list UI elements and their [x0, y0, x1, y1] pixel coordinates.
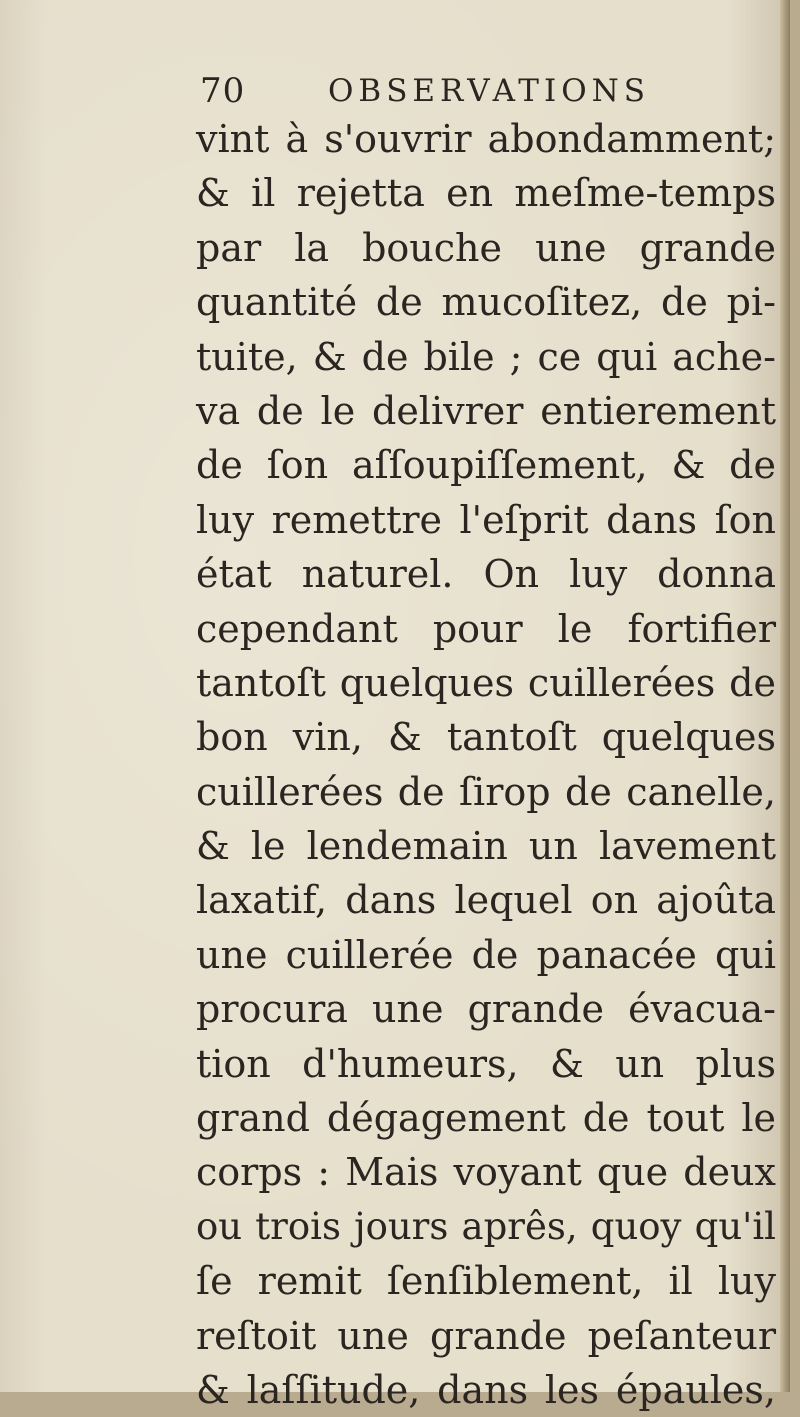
text-line: va de le delivrer entierement	[196, 388, 776, 433]
running-head: OBSERVATIONS	[328, 73, 650, 109]
page-edge	[780, 0, 790, 1392]
text-line: bon vin, & tantoſt quelques	[196, 715, 776, 760]
text-line: état naturel. On luy donna	[196, 552, 776, 597]
text-line: quantité de mucoſitez, de pi-	[196, 280, 776, 325]
body-text	[196, 112, 776, 1417]
text-line: luy remettre l'eſprit dans ſon	[196, 497, 776, 542]
text-line: tuite, & de bile ; ce qui ache-	[196, 334, 776, 379]
text-line: ſe remit ſenſiblement, il luy	[196, 1259, 776, 1304]
page-header	[200, 68, 780, 114]
text-line: de ſon aſſoupiſſement, & de	[196, 443, 776, 488]
page-number: 70	[200, 71, 246, 111]
text-line: par la bouche une grande	[196, 225, 776, 270]
text-line: corps : Mais voyant que deux	[196, 1150, 776, 1195]
text-line: cuillerées de ſirop de canelle,	[196, 769, 776, 814]
text-line: & il rejetta en meſme-temps	[196, 171, 776, 216]
text-line: tion d'humeurs, & un plus	[196, 1041, 776, 1086]
text-line: & le lendemain un lavement	[196, 824, 776, 869]
text-line: cependant pour le fortifier	[196, 606, 776, 651]
text-line: ou trois jours aprês, quoy qu'il	[196, 1204, 776, 1248]
text-line: grand dégagement de tout le	[196, 1096, 776, 1141]
text-line: procura une grande évacua-	[196, 987, 776, 1032]
text-line: laxatif, dans lequel on ajoûta	[196, 878, 776, 923]
text-line: vint à s'ouvrir abondamment;	[196, 117, 776, 161]
text-line: & laſſitude, dans les épaules,	[196, 1367, 776, 1412]
text-line: tantoſt quelques cuillerées de	[196, 660, 776, 705]
text-line: reſtoit une grande peſanteur	[196, 1313, 776, 1358]
text-line: une cuillerée de panacée qui	[196, 932, 776, 977]
